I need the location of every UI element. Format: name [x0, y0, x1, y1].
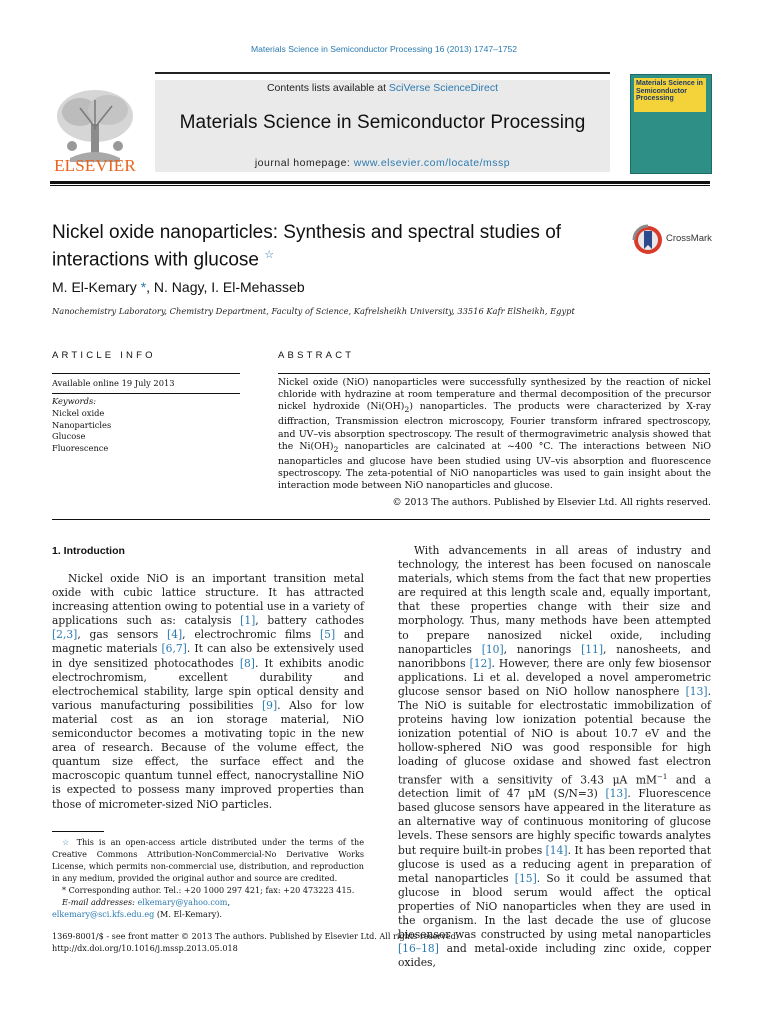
citation-link[interactable]: [14]: [545, 843, 568, 857]
para-text: . However, there are only few biosensor applications. Li et al. developed a novel amperometric glucose sensor based on NiO hollow nanosphere: [398, 656, 712, 698]
journal-cover-title: Materials Science in Semiconductor Processing: [636, 80, 703, 102]
citation-link[interactable]: [16–18]: [398, 942, 439, 956]
homepage-line: [155, 157, 610, 169]
citation-link[interactable]: [2,3]: [52, 628, 78, 642]
author-el-kemary[interactable]: M. El-Kemary: [52, 279, 137, 295]
article-title: [52, 221, 612, 271]
issn-line: 1369-8001/$ - see front matter © 2013 The authors. Published by Elsevier Ltd. All rights reserved.: [52, 931, 459, 941]
info-divider: [52, 373, 240, 374]
para-text: , gas sensors: [77, 628, 168, 642]
citation-link[interactable]: [4]: [167, 628, 183, 642]
abstract-s3: nanoparticles are calcinated at ~400 °C. The interactions between NiO nanoparticles and glucose have been studied using UV–vis absorption and fluorescence spectroscopy. The zeta-potential of NiO nanoparticles was used to gain insight about the interaction mode between NiO nanoparticles and glucose.: [278, 440, 711, 492]
para-text: . So it could be assumed that glucose in blood serum would affect the optical properties of NiO nanoparticles when they are used in the organism. In the last decade the use of glucose biosensor was constructed by using metal nanoparticles: [398, 871, 711, 942]
masthead-rule-thin: [50, 185, 710, 186]
abstract-sub2: 2: [333, 444, 339, 454]
para-text: . The NiO is suitable for electrostatic immobilization of proteins having low ionization potential because the ionization potential of NiO is about 10.7 eV and the hollow-sphered NiO was good responsible for high loading of glucose oxidase and showed fast electron transfer with a sensitivity of 3.43 μA mM: [398, 684, 711, 787]
keywords-label: Keywords:: [52, 396, 97, 406]
open-access-star-icon[interactable]: ☆: [264, 249, 275, 261]
para-text: . Also for low material cost as an ion storage material, NiO semiconductor becomes a motivating topic in the new area of research. Because of the volume effect, the quantum size effect, the surface effect and the macroscopic quantum tunnel effect, nanocrystalline NiO is expected to possess many improved properties than those of micrometer-sized NiO particles.: [52, 698, 364, 811]
citation-link[interactable]: [9]: [261, 698, 278, 712]
masthead-rule-thick: [50, 181, 710, 184]
introduction-heading: 1. Introduction: [52, 545, 125, 557]
sciencedirect-link[interactable]: SciVerse ScienceDirect: [388, 82, 499, 94]
journal-citation-link[interactable]: Materials Science in Semiconductor Processing 16 (2013) 1747–1752: [250, 44, 518, 54]
citation-link[interactable]: [12]: [469, 656, 492, 670]
email-owner: (M. El-Kemary).: [154, 909, 222, 919]
open-access-note: This is an open-access article distributed under the terms of the Creative Commons Attribution-NonCommercial-No Derivative Works License, which permits non-commercial use, distribution, and reproduction in any medium, provided the original author and source are credited.: [52, 837, 365, 883]
keyword-item: Nanoparticles: [52, 419, 112, 430]
article-info-heading: ARTICLE INFO: [52, 350, 156, 361]
abstract-s2: ) nanoparticles. The products were characterized by X-ray diffraction, Transmission electron microscopy, Fourier transform infrared spectroscopy, and UV–vis absorption spectroscopy. The result of thermogravimetric analysis showed that the Ni(OH): [278, 401, 711, 452]
abstract-sub1: 2: [404, 405, 410, 415]
affiliation: Nanochemistry Laboratory, Chemistry Department, Faculty of Science, Kafrelsheikh University, 33516 Kafr ElSheikh, Egypt: [52, 306, 575, 316]
author-list: [52, 279, 305, 295]
right-column-paragraph: [398, 544, 711, 970]
contents-line: [155, 82, 610, 94]
para-text: and metal-oxide including zinc oxide, copper oxides,: [398, 942, 711, 970]
article-title-text: Nickel oxide nanoparticles: Synthesis and spectral studies of interactions with glucose: [52, 222, 562, 271]
citation-link[interactable]: [1]: [240, 614, 256, 628]
contents-prefix: Contents lists available at: [266, 82, 389, 94]
para-text: and magnetic materials: [52, 628, 364, 656]
doi-link[interactable]: http://dx.doi.org/10.1016/j.mssp.2013.05.018: [52, 943, 238, 953]
footnote-star-icon: ☆: [62, 837, 72, 847]
corresponding-author-note: * Corresponding author. Tel.: +20 1000 297 421; fax: +20 473223 415.: [62, 885, 355, 895]
citation-link[interactable]: [8]: [239, 656, 255, 670]
elsevier-wordmark: ELSEVIER: [54, 156, 136, 175]
crossmark-label[interactable]: CrossMark: [666, 233, 712, 244]
para-text: With advancements in all areas of industry and technology, the interest has been focused on nanoscale materials, which stems from the fact that new properties are required at this length scale and, equally important, that these properties change with their size and morphology. Thus, many methods have been attempted to prepare nanosized nickel oxide, including nanoparticles: [398, 544, 711, 656]
info-divider-2: [52, 393, 240, 394]
abstract-bottom-rule: [52, 519, 710, 520]
superscript: −1: [656, 772, 668, 781]
email-label: E-mail addresses:: [62, 897, 135, 907]
introduction-paragraph: [52, 572, 364, 812]
abstract-heading: ABSTRACT: [278, 350, 355, 361]
homepage-prefix: journal homepage:: [254, 157, 354, 169]
keyword-item: Glucose: [52, 431, 86, 442]
available-online-date: Available online 19 July 2013: [52, 378, 175, 388]
para-text: , nanorings: [503, 642, 582, 656]
masthead-rule: [155, 72, 610, 74]
para-text: . It exhibits anodic electrochromism, excellent durability and electrochemical stability, large spin optical density and various manufacturing possibilities: [52, 656, 365, 712]
para-text: and a detection limit of 47 μM (S/N=3): [398, 773, 711, 801]
footnote-rule: [52, 831, 104, 832]
email-link[interactable]: elkemary@sci.kfs.edu.eg: [52, 909, 155, 919]
citation-link[interactable]: [15]: [514, 871, 537, 885]
abstract-divider: [278, 373, 710, 374]
citation-link[interactable]: [11]: [581, 642, 604, 656]
para-text: . It has been reported that glucose is used as a reducing agent in preparation of metal nanoparticles: [398, 843, 711, 885]
para-text: . Fluorescence based glucose sensors have appeared in the literature as an alternative way of continuous monitoring of glucose levels. These sensors are highly specific towards analytes but require built-in probes: [398, 787, 711, 857]
citation-link[interactable]: [5]: [319, 628, 336, 642]
para-text: , nanosheets, and nanoribbons: [398, 642, 711, 670]
abstract-s1: Nickel oxide (NiO) nanoparticles were successfully synthesized by the reaction of nickel chloride with hydrazine at room temperature and thermal decomposition of the precursor nickel hydroxide (Ni(OH): [278, 377, 711, 413]
corresponding-author-mark[interactable]: *: [140, 279, 147, 295]
para-text: . It can also be extensively used in dye sensitized photocathodes: [52, 642, 364, 670]
para-text: Nickel oxide NiO is an important transition metal oxide with cubic lattice structure. It has attracted increasing attention owing to potential use in a variety of applications such as: catalysis: [52, 572, 364, 628]
citation-link[interactable]: [13]: [605, 787, 628, 801]
para-text: , electrochromic films: [182, 628, 320, 642]
abstract-copyright: © 2013 The authors. Published by Elsevier Ltd. All rights reserved.: [392, 497, 711, 508]
para-text: , battery cathodes: [255, 614, 364, 628]
citation-link[interactable]: [13]: [685, 684, 708, 698]
keyword-item: Nickel oxide: [52, 407, 105, 418]
keywords-block: [52, 396, 111, 455]
citation-link[interactable]: [10]: [481, 642, 504, 656]
other-authors: , N. Nagy, I. El-Mehasseb: [146, 279, 305, 295]
email-link[interactable]: elkemary@yahoo.com: [137, 897, 228, 907]
issn-doi-block: [52, 930, 458, 954]
journal-homepage-link[interactable]: www.elsevier.com/locate/mssp: [353, 157, 511, 169]
citation-link[interactable]: [6,7]: [161, 642, 187, 656]
keyword-item: Fluorescence: [52, 443, 109, 454]
abstract-text: [278, 377, 711, 493]
journal-title: Materials Science in Semiconductor Processing: [179, 112, 586, 133]
footnotes: ☆ This is an open-access article distributed under the terms of the Creative Commons Attribution-NonCommercial-No Derivative Works License, which permits non-commercial use, distribution, and reproduction in any medium, provided the original author and source are credited. * Corresponding author. Tel.: +20 1000 297 421; fax: +20 473223 415. E-mail addresses: elkemary@yahoo.com, elkemary@sci.kfs.edu.eg (M. El-Kemary).: [52, 837, 365, 919]
